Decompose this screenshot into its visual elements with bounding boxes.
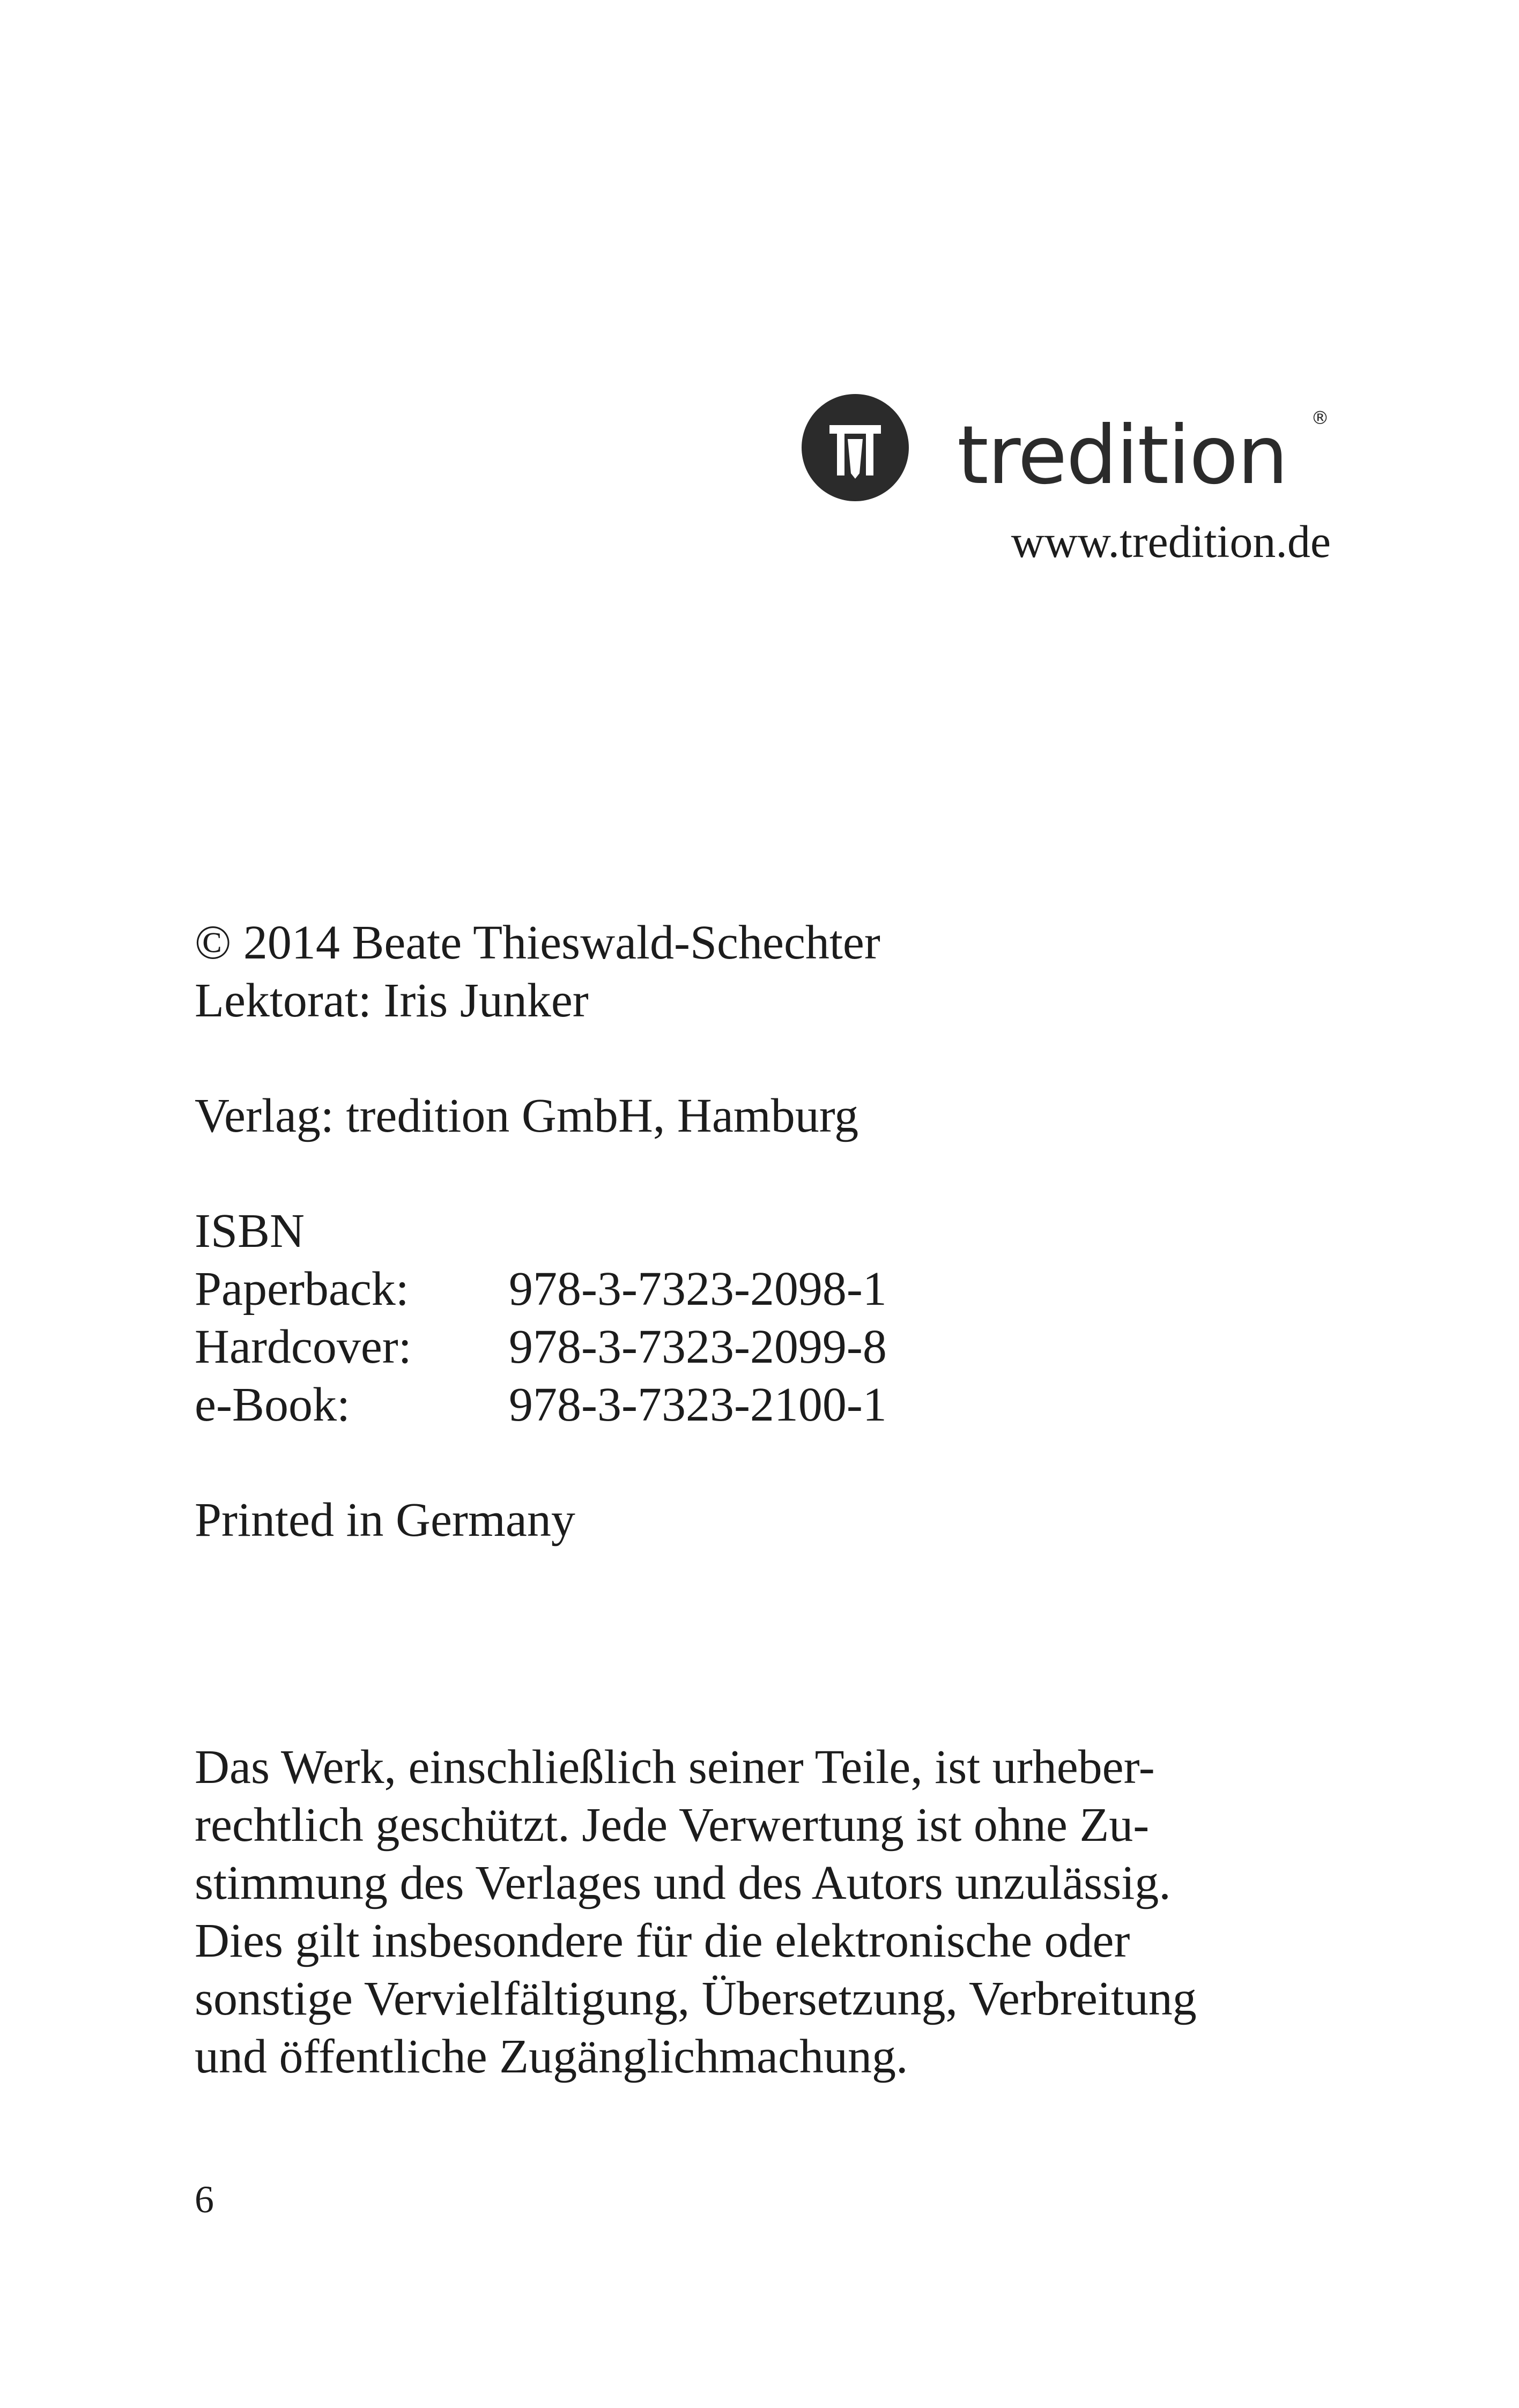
publisher-wordmark: tredition: [957, 409, 1287, 502]
legal-notice-line: sonstige Vervielfältigung, Übersetzung, Verbreitung: [195, 1972, 1197, 2025]
isbn-label: ISBN: [195, 1205, 305, 1258]
registered-mark: ®: [1311, 407, 1329, 429]
isbn-number: 978-3-7323-2098-1: [509, 1262, 887, 1316]
legal-notice-line: stimmung des Verlages und des Autors unzulässig.: [195, 1856, 1171, 1909]
isbn-kind: e-Book:: [195, 1378, 350, 1431]
legal-notice-line: und öffentliche Zugänglichmachung.: [195, 2030, 908, 2083]
page-number: 6: [195, 2178, 214, 2221]
isbn-kind: Paperback:: [195, 1262, 409, 1316]
legal-notice: [195, 1738, 1342, 2086]
publisher-logo: [802, 394, 1338, 501]
legal-notice-line: Das Werk, einschließlich seiner Teile, ist urheber-: [195, 1741, 1155, 1794]
editor-line: Lektorat: Iris Junker: [195, 974, 589, 1027]
isbn-number: 978-3-7323-2100-1: [509, 1378, 887, 1431]
printed-in-line: Printed in Germany: [195, 1493, 575, 1547]
isbn-number: 978-3-7323-2099-8: [509, 1320, 887, 1373]
tredition-logo-icon: [802, 394, 909, 501]
publisher-line: Verlag: tredition GmbH, Hamburg: [195, 1089, 859, 1142]
isbn-kind: Hardcover:: [195, 1320, 412, 1373]
legal-notice-line: rechtlich geschützt. Jede Verwertung ist ohne Zu-: [195, 1798, 1150, 1852]
copyright-line: © 2014 Beate Thieswald-Schechter: [195, 916, 880, 969]
legal-notice-line: Dies gilt insbesondere für die elektronische oder: [195, 1914, 1130, 1967]
publisher-website: www.tredition.de: [1011, 516, 1331, 567]
